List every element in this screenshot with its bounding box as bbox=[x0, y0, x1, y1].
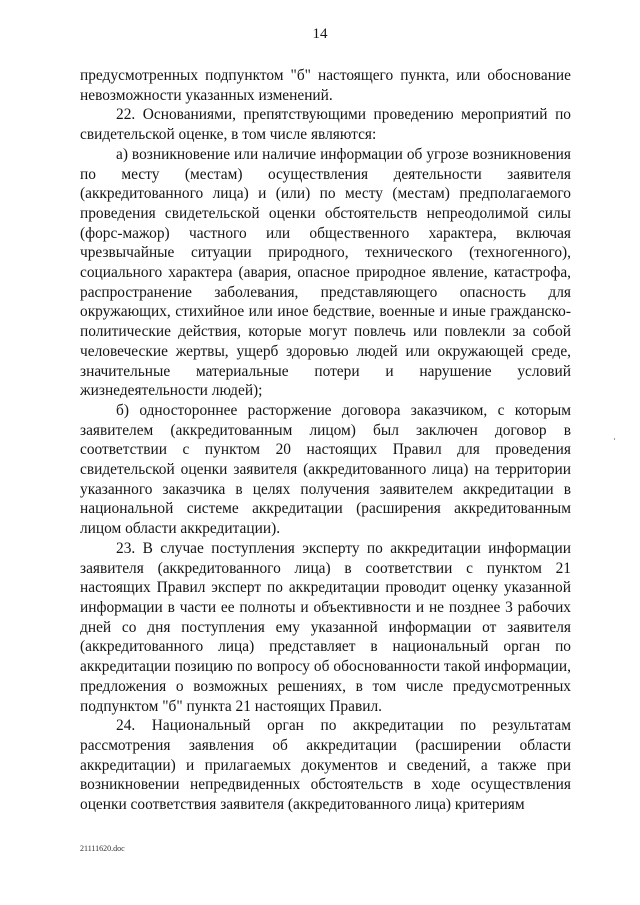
paragraph-22: 22. Основаниями, препятствующими проведению мероприятий по свидетельской оценке, в том числе являются: bbox=[80, 106, 571, 144]
page-number: 14 bbox=[312, 26, 328, 42]
paragraph-22-b: б) одностороннее расторжение договора заказчиком, с которым заявителем (аккредитованным лицом) был заключен договор в соответствии с пунктом 20 настоящих Правил для проведения свидетельской оценки заявителя (аккредитованного лица) на территории указанного заказчика в целях получения заявителем аккредитации в национальной системе аккредитации (расширения аккредитованным лицом области аккредитации). bbox=[80, 401, 571, 538]
paragraph-24: 24. Национальный орган по аккредитации по результатам рассмотрения заявления об аккредитации (расширении области аккредитации) и прилагаемых документов и сведений, а также при возникновении непредвиденных обстоятельств в ходе осуществления оценки соответствия заявителя (аккредитованного лица) критериям bbox=[80, 717, 571, 814]
paragraph-23: 23. В случае поступления эксперту по аккредитации информации заявителя (аккредитованного лица) в соответствии с пунктом 21 настоящих Правил эксперт по аккредитации проводит оценку указанной информации в части ее полноты и объективности и не позднее 3 рабочих дней со дня поступления ему указанной информации от заявителя (аккредитованного лица) представляет в национальный орган по аккредитации позицию по вопросу об обоснованности такой информации, предложения о возможных решениях, в том числе предусмотренных подпунктом "б" пункта 21 настоящих Правил. bbox=[80, 539, 571, 715]
footer-file-code: 21111620.doc bbox=[80, 844, 125, 853]
paragraph-22-a: а) возникновение или наличие информации об угрозе возникновения по месту (местам) осуществления деятельности заявителя (аккредитованного лица) и (или) по месту (местам) предполагаемого проведения свидетельской оценки обстоятельств непреодолимой силы (форс-мажор) частного или общественного характера, включая чрезвычайные ситуации природного, технического (техногенного), социального характера (авария, опасное природное явление, катастрофа, распространение заболевания, представляющего опасность для окружающих, стихийное или иное бедствие, военные и иные гражданско-политические действия, которые могут повлечь или повлекли за собой человеческие жертвы, ущерб здоровью людей или окружающей среде, значительные материальные потери и нарушение условий жизнедеятельности людей); bbox=[80, 145, 571, 400]
paragraph-continuation: предусмотренных подпунктом "б" настоящего пункта, или обоснование невозможности указанных изменений. bbox=[80, 67, 571, 104]
scan-margin-mark bbox=[614, 438, 615, 440]
document-body bbox=[80, 66, 571, 815]
